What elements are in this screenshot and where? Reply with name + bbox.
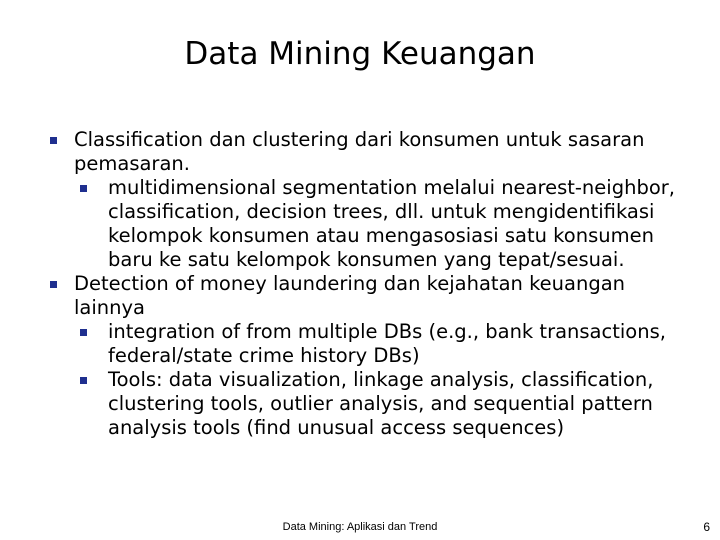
bullet-text: Detection of money laundering dan kejahatan keuangan lainnya <box>74 272 626 319</box>
slide-title: Data Mining Keuangan <box>184 36 536 72</box>
bullet-item <box>50 272 690 320</box>
square-bullet-icon <box>80 329 87 336</box>
square-bullet-icon <box>50 137 57 144</box>
sub-bullet-item <box>80 368 690 440</box>
square-bullet-icon <box>80 185 87 192</box>
slide-footer: Data Mining: Aplikasi dan Trend <box>282 521 438 533</box>
sub-bullet-item <box>80 320 690 368</box>
sub-bullet-text: integration of from multiple DBs (e.g., bank transactions, federal/state crime history DBs) <box>108 320 666 367</box>
bullet-text: Classification dan clustering dari konsumen untuk sasaran pemasaran. <box>74 128 645 175</box>
square-bullet-icon <box>50 281 57 288</box>
sub-bullet-text: multidimensional segmentation melalui nearest-neighbor, classification, decision trees, dll. untuk mengidentifikasi kelompok konsumen atau mengasosiasi satu konsumen baru ke satu kelompok konsumen yang tepat/sesuai. <box>108 176 675 271</box>
bullet-item <box>50 128 690 176</box>
page-number: 6 <box>703 520 710 534</box>
sub-bullet-item <box>80 176 690 272</box>
square-bullet-icon <box>80 377 87 384</box>
sub-bullet-text: Tools: data visualization, linkage analysis, classification, clustering tools, outlier analysis, and sequential pattern analysis tools (find unusual access sequences) <box>108 368 654 439</box>
slide-content <box>50 128 690 440</box>
